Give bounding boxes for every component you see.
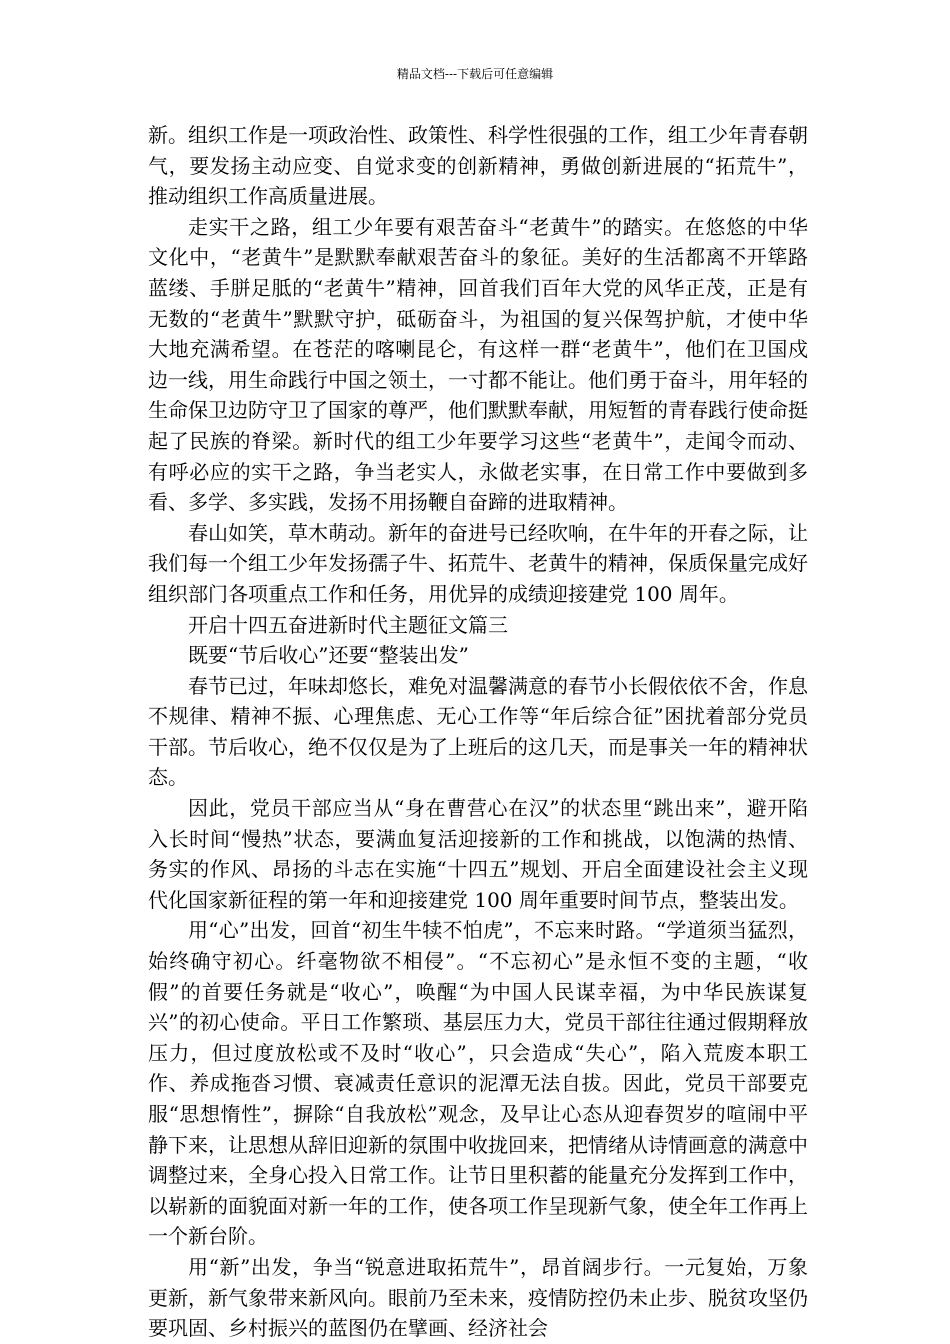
paragraph: 走实干之路，组工少年要有艰苦奋斗“老黄牛”的踏实。在悠悠的中华文化中，“老黄牛”是默默奉献艰苦奋斗的象征。美好的生活都离不开筚路蓝缕、手胼足胝的“老黄牛”精神，回首我们百年大党的风华正茂，正是有无数的“老黄牛”默默守护，砥砺奋斗，为祖国的复兴保驾护航，才使中华大地充满希望。在苍茫的喀喇昆仑，有这样一群“老黄牛”，他们在卫国戍边一线，用生命践行中国之领土，一寸都不能让。他们勇于奋斗，用年轻的生命保卫边防守卫了国家的尊严，他们默默奉献，用短暂的青春践行使命挺起了民族的脊梁。新时代的组工少年要学习这些“老黄牛”，走闻令而动、有呼必应的实干之路，争当老实人，永做老实事，在日常工作中要做到多看、多学、多实践，发扬不用扬鞭自奋蹄的进取精神。 — [148, 214, 808, 515]
paragraph: 春节已过，年味却悠长，难免对温馨满意的春节小长假依依不舍，作息不规律、精神不振、心理焦虑、无心工作等“年后综合征”困扰着部分党员干部。节后收心，绝不仅仅是为了上班后的这几天，而是事关一年的精神状态。 — [148, 673, 808, 790]
paragraph: 春山如笑，草木萌动。新年的奋进号已经吹响，在牛年的开春之际，让我们每一个组工少年发扬孺子牛、拓荒牛、老黄牛的精神，保质保量完成好组织部门各项重点工作和任务，用优异的成绩迎接建党 100 周年。 — [148, 520, 808, 606]
paragraph: 用“新”出发，争当“锐意进取拓荒牛”，昂首阔步行。一元复始，万象更新，新气象带来新风向。眼前乃至未来，疫情防控仍未止步、脱贫攻坚仍要巩固、乡村振兴的蓝图仍在擘画、经济社会 — [148, 1254, 808, 1341]
paragraph: 用“心”出发，回首“初生牛犊不怕虎”，不忘来时路。“学道须当猛烈，始终确守初心。纤毫物欲不相侵”。“不忘初心”是永恒不变的主题，“收假”的首要任务就是“收心”，唤醒“为中国人民谋幸福，为中华民族谋复兴”的初心使命。平日工作繁琐、基层压力大，党员干部往往通过假期释放压力，但过度放松或不及时“收心”，只会造成“失心”，陷入荒废本职工作、养成拖沓习惯、衰减责任意识的泥潭无法自拔。因此，党员干部要克服“思想惰性”，摒除“自我放松”观念，及早让心态从迎春贺岁的喧闹中平静下来，让思想从辞旧迎新的氛围中收拢回来，把情绪从诗情画意的满意中调整过来，全身心投入日常工作。让节日里积蓄的能量充分发挥到工作中，以崭新的面貌面对新一年的工作，使各项工作呈现新气象，使全年工作再上一个新台阶。 — [148, 918, 808, 1249]
paragraph: 新。组织工作是一项政治性、政策性、科学性很强的工作，组工少年青春朝气，要发扬主动应变、自觉求变的创新精神，勇做创新进展的“拓荒牛”，推动组织工作高质量进展。 — [148, 123, 808, 209]
paragraph: 因此，党员干部应当从“身在曹营心在汉”的状态里“跳出来”，避开陷入长时间“慢热”状态，要满血复活迎接新的工作和挑战，以饱满的热情、务实的作风、昂扬的斗志在实施“十四五”规划、开启全面建设社会主义现代化国家新征程的第一年和迎接建党 100 周年重要时间节点，整装出发。 — [148, 796, 808, 912]
section-subtitle: 既要“节后收心”还要“整装出发” — [188, 643, 469, 668]
document-body — [148, 120, 808, 1344]
page-header: 精品文档---下载后可任意编辑 — [396, 67, 554, 81]
section-title: 开启十四五奋进新时代主题征文篇三 — [188, 612, 508, 637]
